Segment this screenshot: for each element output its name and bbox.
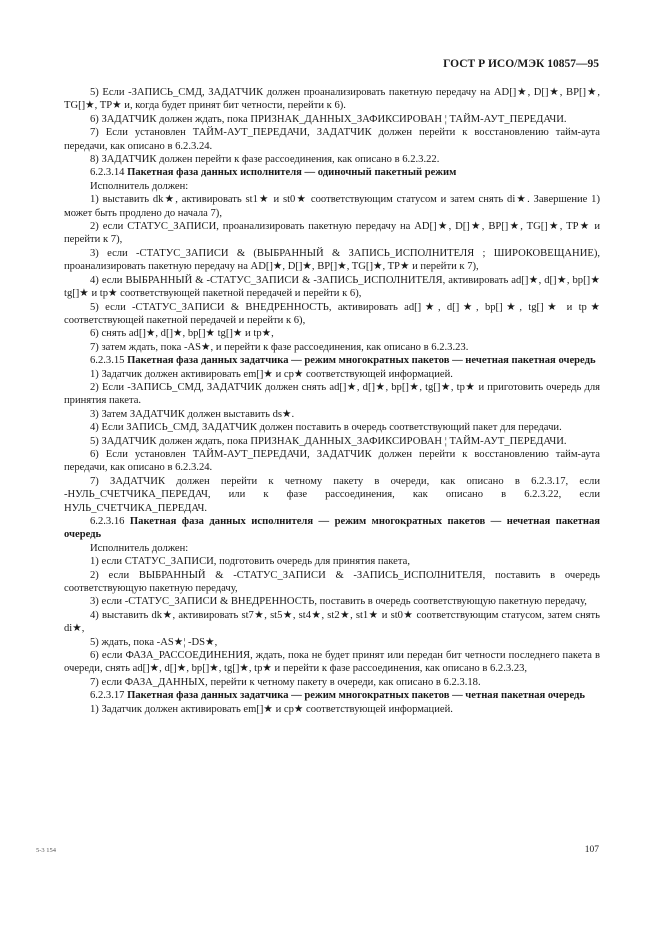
paragraph: 3) Затем ЗАДАТЧИК должен выставить ds★. (90, 408, 295, 420)
footer-print-mark: 5-3 154 (36, 847, 57, 854)
paragraph: 4) выставить dk★, активировать st7★, st5★, st4★, st2★, st1★ и st0★ соответствующим статусом, затем снять di★, (64, 609, 600, 635)
paragraph: 5) ждать, пока -AS★¦ -DS★, (90, 636, 218, 648)
paragraph: 3) если -СТАТУС_ЗАПИСИ & (ВЫБРАННЫЙ & ЗАПИСЬ_ИСПОЛНИТЕЛЯ ; ШИРОКОВЕЩАНИЕ), проанализировать пакетную передачу на AD[]★, D[]★, BP[]★, TG[]★, TP★ и перейти к 7), (64, 247, 600, 273)
section-title: Пакетная фаза данных исполнителя — режим многократных пакетов — нечетная пакетная очередь (64, 516, 600, 541)
section-heading (64, 689, 600, 702)
paragraph: 6) снять ad[]★, d[]★, bp[]★ tg[]★ и tp★, (90, 328, 274, 340)
paragraph: 2) если СТАТУС_ЗАПИСИ, проанализировать пакетную передачу на AD[]★, D[]★, BP[]★, TG[]★, TP★ и перейти к 7), (64, 221, 600, 246)
paragraph: Исполнитель должен: (90, 180, 189, 192)
section-number: 6.2.3.17 (90, 690, 125, 702)
paragraph: 7) затем ждать, пока -AS★, и перейти к фазе рассоединения, как описано в 6.2.3.23. (90, 341, 469, 353)
paragraph: 3) если -СТАТУС_ЗАПИСИ & ВНЕДРЕННОСТЬ, поставить в очередь соответствующую пакетную передачу, (90, 596, 587, 608)
section-title: Пакетная фаза данных задатчика — режим многократных пакетов — нечетная пакетная очередь (127, 355, 596, 367)
paragraph: 6) если ФАЗА_РАССОЕДИНЕНИЯ, ждать, пока не будет принят или передан бит четности последнего пакета в очереди, снять ad[]★, d[]★, bp[]★, tg[]★, tp★ и перейти к фазе рассоединения, как описано в 6.2.3.23, (64, 650, 600, 675)
paragraph: 8) ЗАДАТЧИК должен перейти к фазе рассоединения, как описано в 6.2.3.22. (90, 154, 440, 166)
section-title: Пакетная фаза данных задатчика — режим многократных пакетов — четная пакетная очередь (127, 690, 586, 702)
page-number: 107 (584, 845, 599, 855)
page-header-standard-id: ГОСТ Р ИСО/МЭК 10857—95 (443, 58, 599, 70)
paragraph: 2) если ВЫБРАННЫЙ & -СТАТУС_ЗАПИСИ & -ЗАПИСЬ_ИСПОЛНИТЕЛЯ, поставить в очередь соответствующую пакетную передачу, (64, 569, 600, 595)
paragraph: 6) ЗАДАТЧИК должен ждать, пока ПРИЗНАК_ДАННЫХ_ЗАФИКСИРОВАН ¦ ТАЙМ-АУТ_ПЕРЕДАЧИ. (90, 113, 567, 125)
paragraph: 1) если СТАТУС_ЗАПИСИ, подготовить очередь для принятия пакета, (90, 556, 410, 568)
section-heading (64, 166, 600, 179)
section-title: Пакетная фаза данных исполнителя — одиночный пакетный режим (127, 167, 457, 179)
section-heading (64, 354, 600, 367)
section-number: 6.2.3.14 (90, 167, 125, 179)
paragraph: 5) Если -ЗАПИСЬ_СМД, ЗАДАТЧИК должен проанализировать пакетную передачу на AD[]★, D[]★, BP[]★, TG[]★, TP★ и, когда будет принят бит четности, перейти к 6). (64, 87, 600, 112)
paragraph: 5) если -СТАТУС_ЗАПИСИ & ВНЕДРЕННОСТЬ, активировать ad[]★, d[]★, bp[]★, tg[]★ и tp★ соответствующей пакетной передачей и перейти к 6), (64, 301, 600, 326)
paragraph: 4) если ВЫБРАННЫЙ & -СТАТУС_ЗАПИСИ & -ЗАПИСЬ_ИСПОЛНИТЕЛЯ, активировать ad[]★, d[]★, bp[]★ tg[]★ и tp★ соответствующей пакетной передачей и перейти к 6), (64, 274, 600, 300)
paragraph: 7) если ФАЗА_ДАННЫХ, перейти к четному пакету в очереди, как описано в 6.2.3.18. (90, 676, 481, 688)
document-body (64, 86, 600, 716)
paragraph: 5) ЗАДАТЧИК должен ждать, пока ПРИЗНАК_ДАННЫХ_ЗАФИКСИРОВАН ¦ ТАЙМ-АУТ_ПЕРЕДАЧИ. (90, 435, 567, 447)
paragraph: 1) Задатчик должен активировать em[]★ и cp★ соответствующей информацией. (90, 703, 453, 715)
section-number: 6.2.3.15 (90, 355, 125, 367)
paragraph: Исполнитель должен: (90, 542, 189, 554)
paragraph: 7) Если установлен ТАЙМ-АУТ_ПЕРЕДАЧИ, ЗАДАТЧИК должен перейти к восстановлению тайм-аута передачи, как описано в 6.2.3.24. (64, 127, 600, 152)
section-heading (64, 515, 600, 542)
paragraph: 7) ЗАДАТЧИК должен перейти к четному пакету в очереди, как описано в 6.2.3.17, если -НУЛЬ_СЧЕТЧИКА_ПЕРЕДАЧ, или к фазе рассоединения, как описано в 6.2.3.22, если НУЛЬ_СЧЕТЧИКА_ПЕРЕДАЧ. (64, 475, 600, 514)
paragraph: 2) Если -ЗАПИСЬ_СМД, ЗАДАТЧИК должен снять ad[]★, d[]★, bp[]★, tg[]★, tp★ и приготовить очередь для принятия пакета. (64, 381, 600, 407)
paragraph: 6) Если установлен ТАЙМ-АУТ_ПЕРЕДАЧИ, ЗАДАТЧИК должен перейти к восстановлению тайм-аута передачи, как описано в 6.2.3.24. (64, 448, 600, 474)
section-number: 6.2.3.16 (90, 516, 125, 527)
paragraph: 4) Если ЗАПИСЬ_СМД, ЗАДАТЧИК должен поставить в очередь соответствующий пакет для передачи. (90, 422, 562, 434)
paragraph: 1) выставить dk★, активировать st1★ и st0★ соответствующим статусом и затем снять di★. Завершение 1) может быть продлено до начала 7), (64, 194, 600, 219)
paragraph: 1) Задатчик должен активировать em[]★ и cp★ соответствующей информацией. (90, 368, 453, 380)
